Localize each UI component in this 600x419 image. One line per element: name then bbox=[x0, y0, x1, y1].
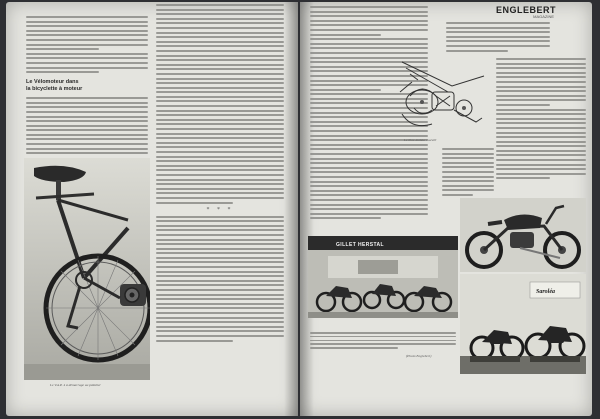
magazine-spread bbox=[6, 2, 594, 416]
exhibition-stand-photo-icon bbox=[308, 236, 458, 318]
motorcycle-photo-icon bbox=[460, 198, 586, 272]
caption-text bbox=[310, 332, 456, 349]
right-page-column-3 bbox=[496, 58, 586, 196]
section-divider: * * * bbox=[206, 206, 234, 213]
body-text bbox=[442, 148, 494, 196]
left-page-column-1 bbox=[26, 16, 148, 154]
body-text bbox=[26, 97, 148, 154]
engine-block-drawing-icon bbox=[392, 52, 492, 136]
bicycle-photo-caption: Le V.A.P. 4 à démarrage au pédalier bbox=[50, 383, 101, 387]
right-page-photo-caption-block bbox=[310, 332, 456, 372]
right-page bbox=[300, 2, 592, 416]
section-heading: Le Vélomoteur dans la bicyclette à moteur bbox=[26, 79, 83, 92]
bicycle-auxiliary-engine-photo bbox=[24, 158, 150, 380]
sarolea-stand-photo-icon bbox=[460, 274, 586, 374]
magazine-brand-sub: MAGAZINE bbox=[533, 14, 554, 19]
right-page-column-2-bottom bbox=[442, 148, 494, 196]
right-photo-credit: (Photo Englebert) bbox=[406, 354, 432, 358]
body-text bbox=[446, 22, 550, 52]
magazine-brand: ENGLEBERT bbox=[495, 5, 556, 15]
left-page bbox=[6, 2, 298, 416]
sarolea-sign: Saroléa bbox=[536, 289, 556, 295]
right-page-column-2-top bbox=[446, 22, 550, 54]
body-text bbox=[156, 4, 284, 204]
gillet-herstal-banner: GILLET HERSTAL bbox=[336, 242, 385, 248]
left-page-column-2 bbox=[156, 4, 284, 414]
body-text bbox=[496, 58, 586, 179]
body-text bbox=[156, 216, 284, 342]
body-text bbox=[26, 16, 148, 73]
engine-figure-caption: Le bloc-moteur Garelli bbox=[404, 138, 437, 142]
